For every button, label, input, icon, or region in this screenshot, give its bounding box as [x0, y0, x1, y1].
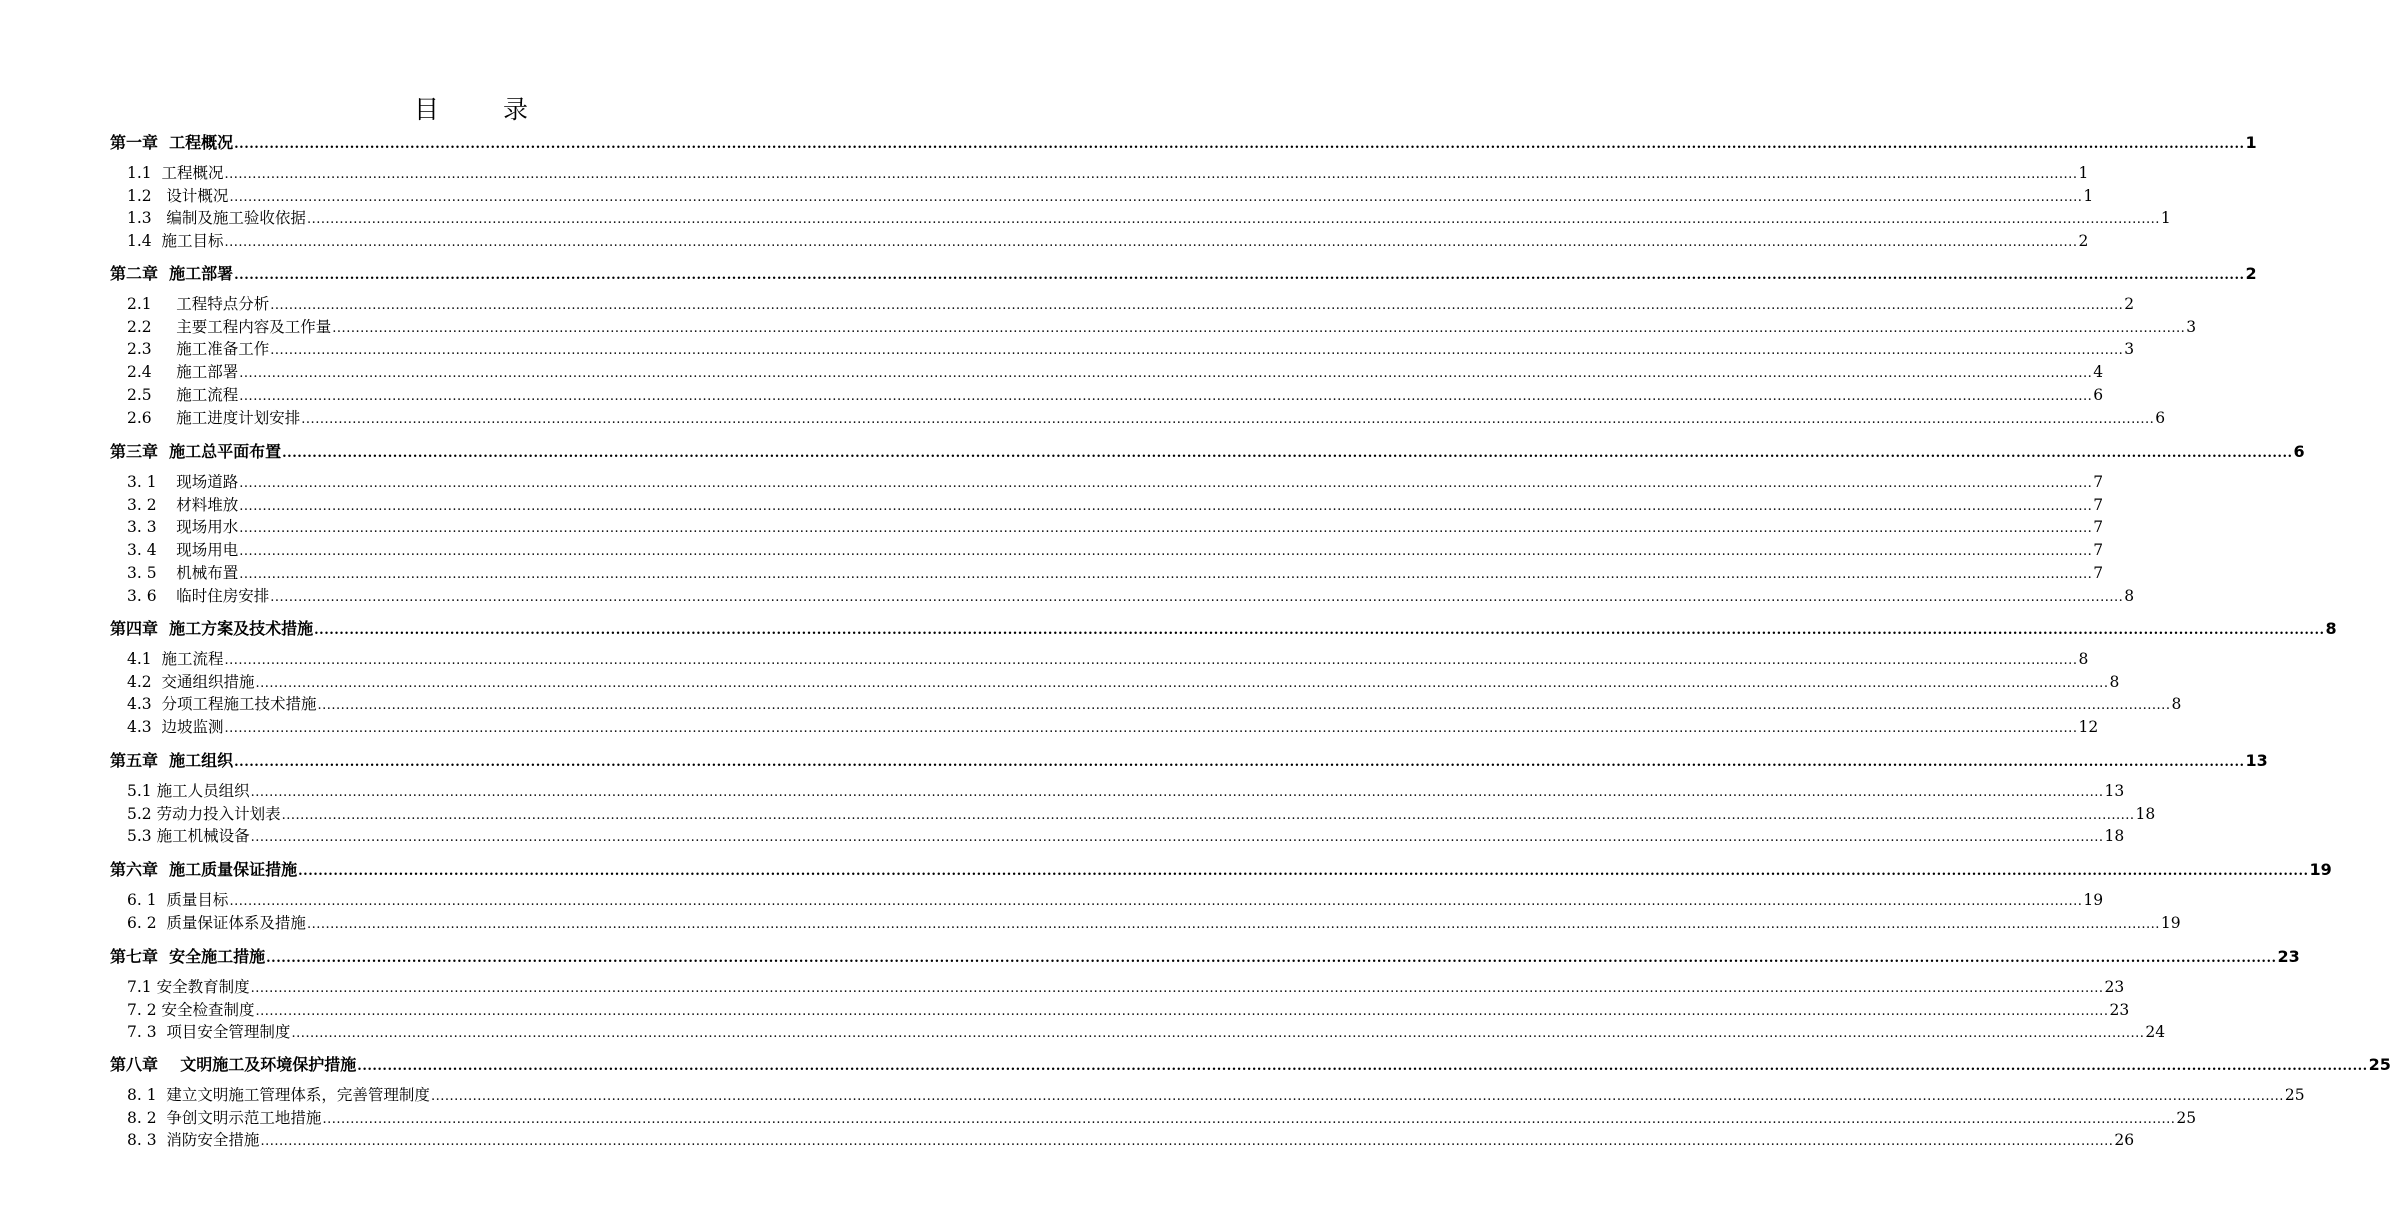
toc-dot-leader: ................................................................................................................................................................................................................................................................................................................................................................................................................ — [281, 807, 2135, 823]
toc-entry-label: 7. 3 项目安全管理制度 — [127, 1023, 291, 1042]
toc-entry-label: 第三章 施工总平面布置 — [110, 442, 282, 461]
toc-page-number: 23 — [2109, 1000, 2130, 1019]
toc-dot-leader: ................................................................................................................................................................................................................................................................................................................................................................................................................ — [239, 521, 2093, 537]
toc-dot-leader: ................................................................................................................................................................................................................................................................................................................................................................................................................ — [224, 653, 2078, 668]
toc-section-entry[interactable] — [127, 161, 2089, 184]
toc-entry-label: 第六章 施工质量保证措施 — [110, 860, 298, 879]
toc-page-number: 8 — [2078, 650, 2089, 668]
toc-dot-leader: ................................................................................................................................................................................................................................................................................................................................................................................................................ — [234, 268, 2245, 283]
toc-page-number: 7 — [2093, 473, 2104, 491]
toc-page-number: 3 — [2186, 317, 2197, 336]
toc-entry-label: 3. 6 临时住房安排 — [127, 586, 270, 605]
toc-dot-leader: ................................................................................................................................................................................................................................................................................................................................................................................................................ — [250, 830, 2104, 846]
toc-dot-leader: ................................................................................................................................................................................................................................................................................................................................................................................................................ — [224, 235, 2078, 251]
toc-page-number: 1 — [2245, 133, 2257, 152]
toc-section-entry[interactable] — [127, 802, 2156, 825]
toc-dot-leader: ................................................................................................................................................................................................................................................................................................................................................................................................................ — [260, 1134, 2114, 1150]
toc-dot-leader: ................................................................................................................................................................................................................................................................................................................................................................................................................ — [255, 675, 2109, 691]
toc-section-entry[interactable] — [127, 538, 2104, 561]
toc-dot-leader: ................................................................................................................................................................................................................................................................................................................................................................................................................ — [291, 1026, 2145, 1042]
toc-page-number: 23 — [2104, 978, 2125, 996]
toc-entry-label: 4.3 分项工程施工技术措施 — [127, 695, 317, 714]
toc-page-number: 18 — [2135, 804, 2156, 823]
toc-chapter-entry[interactable] — [110, 439, 2305, 462]
toc-page-number: 2 — [2078, 232, 2089, 251]
toc-page-number: 19 — [2160, 913, 2181, 932]
toc-section-entry[interactable] — [127, 1083, 2305, 1106]
toc-entry-label: 2.6 施工进度计划安排 — [127, 408, 301, 427]
toc-section-entry[interactable] — [127, 670, 2120, 693]
toc-entry-label: 2.3 施工准备工作 — [127, 340, 270, 359]
toc-page-number: 26 — [2114, 1131, 2135, 1150]
toc-entry-label: 6. 1 质量目标 — [127, 891, 229, 909]
toc-dot-leader: ................................................................................................................................................................................................................................................................................................................................................................................................................ — [224, 721, 2078, 737]
toc-section-entry[interactable] — [127, 1128, 2135, 1151]
toc-dot-leader: ................................................................................................................................................................................................................................................................................................................................................................................................................ — [229, 189, 2083, 205]
toc-dot-leader: ................................................................................................................................................................................................................................................................................................................................................................................................................ — [229, 894, 2083, 909]
toc-section-entry[interactable] — [127, 493, 2104, 516]
toc-dot-leader: ................................................................................................................................................................................................................................................................................................................................................................................................................ — [317, 698, 2171, 714]
toc-entry-label: 1.3 编制及施工验收依据 — [127, 209, 306, 228]
toc-dot-leader: ................................................................................................................................................................................................................................................................................................................................................................................................................ — [255, 1003, 2109, 1019]
toc-section-entry[interactable] — [127, 406, 2166, 429]
toc-entry-label: 8. 1 建立文明施工管理体系，完善管理制度 — [127, 1086, 430, 1104]
toc-dot-leader: ................................................................................................................................................................................................................................................................................................................................................................................................................ — [270, 343, 2124, 359]
toc-dot-leader: ................................................................................................................................................................................................................................................................................................................................................................................................................ — [239, 476, 2093, 491]
toc-dot-leader: ................................................................................................................................................................................................................................................................................................................................................................................................................ — [224, 167, 2078, 182]
toc-entry-label: 6. 2 质量保证体系及措施 — [127, 913, 306, 932]
toc-page-number: 23 — [2277, 947, 2300, 966]
toc-page-number: 2 — [2124, 295, 2135, 313]
toc-page-number: 4 — [2093, 363, 2104, 382]
toc-chapter-entry[interactable] — [110, 748, 2268, 771]
toc-dot-leader: ................................................................................................................................................................................................................................................................................................................................................................................................................ — [314, 623, 2325, 638]
toc-page-number: 19 — [2309, 860, 2332, 879]
toc-page-number: 19 — [2083, 891, 2104, 909]
toc-section-entry[interactable] — [127, 515, 2104, 538]
toc-dot-leader: ................................................................................................................................................................................................................................................................................................................................................................................................................ — [239, 388, 2093, 404]
toc-page-number: 18 — [2104, 827, 2125, 846]
toc-section-entry[interactable] — [127, 715, 2099, 738]
toc-section-entry[interactable] — [127, 824, 2125, 847]
toc-dot-leader: ................................................................................................................................................................................................................................................................................................................................................................................................................ — [332, 320, 2186, 336]
toc-page-number: 8 — [2109, 672, 2120, 691]
toc-page-number: 3 — [2124, 340, 2135, 359]
toc-page-number: 8 — [2124, 586, 2135, 605]
toc-entry-label: 7.1 安全教育制度 — [127, 978, 250, 996]
toc-entry-label: 4.2 交通组织措施 — [127, 672, 255, 691]
toc-section-entry[interactable] — [127, 206, 2171, 229]
toc-entry-label: 4.3 边坡监测 — [127, 718, 224, 737]
toc-chapter-entry[interactable] — [110, 1052, 2391, 1075]
toc-dot-leader: ................................................................................................................................................................................................................................................................................................................................................................................................................ — [301, 411, 2155, 427]
toc-page-number: 8 — [2325, 619, 2337, 638]
toc-section-entry[interactable] — [127, 292, 2135, 315]
toc-page-number: 7 — [2093, 541, 2104, 560]
toc-entry-label: 4.1 施工流程 — [127, 650, 224, 668]
toc-dot-leader: ................................................................................................................................................................................................................................................................................................................................................................................................................ — [239, 544, 2093, 560]
toc-entry-label: 2.1 工程特点分析 — [127, 295, 270, 313]
toc-dot-leader: ................................................................................................................................................................................................................................................................................................................................................................................................................ — [234, 137, 2245, 152]
toc-dot-leader: ................................................................................................................................................................................................................................................................................................................................................................................................................ — [270, 298, 2124, 313]
toc-chapter-entry[interactable] — [110, 130, 2257, 153]
toc-section-entry[interactable] — [127, 360, 2104, 383]
toc-entry-label: 8. 3 消防安全措施 — [127, 1131, 260, 1150]
toc-dot-leader: ................................................................................................................................................................................................................................................................................................................................................................................................................ — [322, 1111, 2176, 1127]
toc-dot-leader: ................................................................................................................................................................................................................................................................................................................................................................................................................ — [266, 951, 2277, 966]
toc-dot-leader: ................................................................................................................................................................................................................................................................................................................................................................................................................ — [250, 785, 2104, 800]
toc-section-entry[interactable] — [127, 584, 2135, 607]
toc-entry-label: 3. 4 现场用电 — [127, 541, 239, 560]
toc-entry-label: 第五章 施工组织 — [110, 751, 234, 770]
toc-page-number: 6 — [2093, 385, 2104, 404]
toc-dot-leader: ................................................................................................................................................................................................................................................................................................................................................................................................................ — [430, 1089, 2284, 1104]
toc-page-number: 2 — [2245, 264, 2257, 283]
toc-page-number: 25 — [2176, 1108, 2197, 1127]
toc-entry-label: 第七章 安全施工措施 — [110, 947, 266, 966]
toc-dot-leader: ................................................................................................................................................................................................................................................................................................................................................................................................................ — [250, 981, 2104, 996]
toc-page-number: 13 — [2104, 782, 2125, 800]
toc-section-entry[interactable] — [127, 975, 2125, 998]
toc-page-number: 25 — [2368, 1055, 2391, 1074]
toc-section-entry[interactable] — [127, 337, 2135, 360]
toc-chapter-entry[interactable] — [110, 857, 2332, 880]
toc-dot-leader: ................................................................................................................................................................................................................................................................................................................................................................................................................ — [306, 916, 2160, 932]
toc-entry-label: 第一章 工程概况 — [110, 133, 234, 152]
toc-chapter-entry[interactable] — [110, 261, 2257, 284]
toc-entry-label: 3. 3 现场用水 — [127, 518, 239, 537]
toc-entry-label: 1.4 施工目标 — [127, 232, 224, 251]
toc-page-number: 24 — [2145, 1023, 2166, 1042]
toc-section-entry[interactable] — [127, 383, 2104, 406]
toc-entry-label: 第四章 施工方案及技术措施 — [110, 619, 314, 638]
toc-section-entry[interactable] — [127, 229, 2089, 252]
toc-page-number: 1 — [2160, 209, 2171, 228]
toc-entry-label: 2.4 施工部署 — [127, 363, 239, 382]
toc-page-number: 6 — [2155, 408, 2166, 427]
toc-page-number: 6 — [2293, 442, 2305, 461]
toc-entry-label: 7. 2 安全检查制度 — [127, 1000, 255, 1019]
toc-page-number: 1 — [2083, 186, 2094, 205]
toc-page-number: 1 — [2078, 164, 2089, 182]
toc-chapter-entry[interactable] — [110, 944, 2300, 967]
toc-dot-leader: ................................................................................................................................................................................................................................................................................................................................................................................................................ — [239, 366, 2093, 382]
toc-page-number: 13 — [2245, 751, 2268, 770]
toc-title: 目 录 — [414, 95, 556, 124]
toc-entry-label: 3. 1 现场道路 — [127, 473, 239, 491]
toc-entry-label: 2.5 施工流程 — [127, 385, 239, 404]
toc-page-number: 7 — [2093, 563, 2104, 582]
toc-entry-label: 5.1 施工人员组织 — [127, 782, 250, 800]
toc-entry-label: 第八章 文明施工及环境保护措施 — [110, 1055, 357, 1074]
toc-dot-leader: ................................................................................................................................................................................................................................................................................................................................................................................................................ — [270, 589, 2124, 605]
toc-section-entry[interactable] — [127, 184, 2094, 207]
toc-dot-leader: ................................................................................................................................................................................................................................................................................................................................................................................................................ — [298, 864, 2309, 879]
toc-page-number: 7 — [2093, 495, 2104, 514]
toc-chapter-entry[interactable] — [110, 616, 2337, 639]
toc-page-number: 25 — [2284, 1086, 2305, 1104]
toc-section-entry[interactable] — [127, 561, 2104, 584]
toc-dot-leader: ................................................................................................................................................................................................................................................................................................................................................................................................................ — [357, 1059, 2368, 1074]
toc-entry-label: 第二章 施工部署 — [110, 264, 234, 283]
toc-dot-leader: ................................................................................................................................................................................................................................................................................................................................................................................................................ — [306, 212, 2160, 228]
toc-section-entry[interactable] — [127, 998, 2130, 1021]
toc-section-entry[interactable] — [127, 692, 2182, 715]
toc-section-entry[interactable] — [127, 315, 2197, 338]
toc-entry-label: 1.1 工程概况 — [127, 164, 224, 182]
toc-entry-label: 5.3 施工机械设备 — [127, 827, 250, 846]
toc-section-entry[interactable] — [127, 1020, 2166, 1043]
toc-entry-label: 3. 2 材料堆放 — [127, 495, 239, 514]
toc-dot-leader: ................................................................................................................................................................................................................................................................................................................................................................................................................ — [234, 755, 2245, 770]
toc-entry-label: 3. 5 机械布置 — [127, 563, 239, 582]
toc-section-entry[interactable] — [127, 888, 2104, 911]
toc-section-entry[interactable] — [127, 470, 2104, 493]
toc-entry-label: 8. 2 争创文明示范工地措施 — [127, 1108, 322, 1127]
toc-section-entry[interactable] — [127, 1106, 2197, 1129]
toc-section-entry[interactable] — [127, 911, 2181, 934]
toc-entry-label: 2.2 主要工程内容及工作量 — [127, 317, 332, 336]
toc-page-number: 7 — [2093, 518, 2104, 537]
toc-page-number: 12 — [2078, 718, 2099, 737]
toc-dot-leader: ................................................................................................................................................................................................................................................................................................................................................................................................................ — [282, 446, 2293, 461]
toc-dot-leader: ................................................................................................................................................................................................................................................................................................................................................................................................................ — [239, 498, 2093, 514]
toc-entry-label: 1.2 设计概况 — [127, 186, 229, 205]
toc-section-entry[interactable] — [127, 779, 2125, 802]
toc-dot-leader: ................................................................................................................................................................................................................................................................................................................................................................................................................ — [239, 566, 2093, 582]
toc-section-entry[interactable] — [127, 647, 2089, 670]
toc-entry-label: 5.2 劳动力投入计划表 — [127, 804, 281, 823]
toc-page-number: 8 — [2171, 695, 2182, 714]
